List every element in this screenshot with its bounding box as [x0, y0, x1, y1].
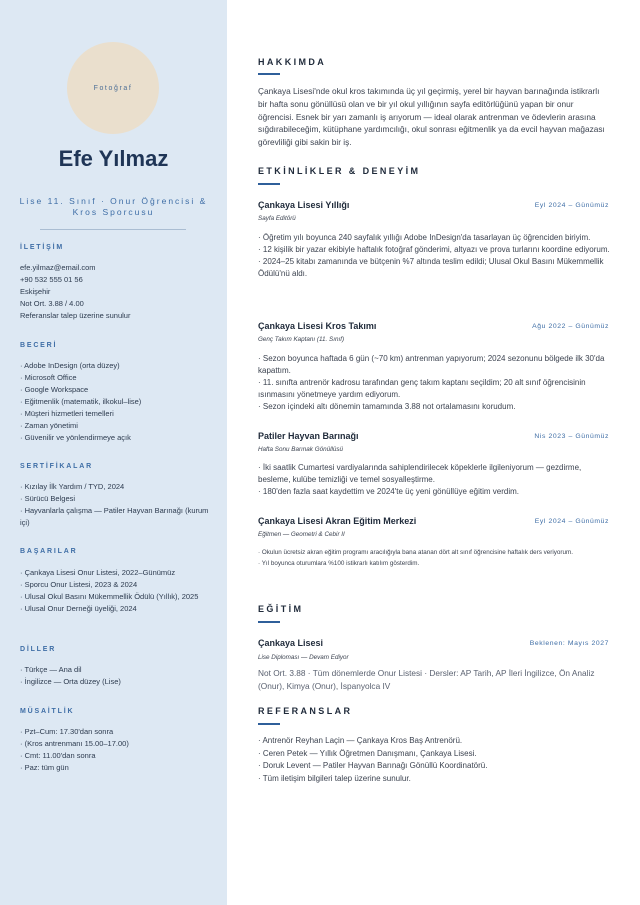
entry-date: Nis 2023 – Günümüz	[534, 433, 609, 440]
entry-bullets	[258, 353, 610, 413]
list-item: · Sürücü Belgesi	[20, 494, 76, 503]
list-item: · Hayvanlarla çalışma — Patiler Hayvan Barınağı (kurum içi)	[20, 506, 209, 527]
entry-subtitle: Hafta Sonu Barınak Gönüllüsü	[258, 446, 344, 453]
list-item: · Türkçe — Ana dil	[20, 665, 82, 674]
list-item: · Sezon boyunca haftada 6 gün (~70 km) antrenman yapıyorum; 2024 sezonunu bölgede ilk 30'da kapattım.	[258, 354, 605, 375]
list-item: · Okulun ücretsiz akran eğitim programı aracılığıyla bana atanan dört alt sınıf öğrencisine haftalık ders veriyorum.	[258, 549, 573, 556]
list-item: · (Kros antrenmanı 15.00–17.00)	[20, 739, 129, 748]
list-item: · Sezon içindeki altı dönemin tamamında 3.88 not ortalamasını korudum.	[258, 402, 516, 411]
list-item: · Tüm iletişim bilgileri talep üzerine sunulur.	[258, 773, 411, 783]
availability-heading: MÜSAİTLİK	[20, 708, 75, 715]
experience-heading-bar	[258, 183, 280, 185]
about-heading: HAKKIMDA	[258, 57, 327, 67]
entry-title: Çankaya Lisesi Akran Eğitim Merkezi	[258, 516, 417, 526]
achievements-list	[20, 567, 216, 615]
list-item: · Adobe InDesign (orta düzey)	[20, 361, 120, 370]
list-item: · Ulusal Okul Basını Mükemmellik Ödülü (Yıllık), 2025	[20, 592, 199, 601]
list-item: · Cmt: 11.00'dan sonra	[20, 751, 96, 760]
person-name: Efe Yılmaz	[58, 146, 169, 171]
profile-photo-placeholder	[67, 42, 159, 134]
about-text: Çankaya Lisesi'nde okul kros takımında üç yıl geçirmiş, yerel bir hayvan barınağında istikrarlı bir hafta sonu gönüllüsü olan ve bir yıl okul yıllığının sayfa editörlüğünü yapan bir onur öğrencisi. Esnek bir yarı zamanlı iş arıyorum — ideal olarak antrenman ve ödevlerin arasına sığdırabileceğim, kütüphane yardımcılığı, okul sonrası eğitmenlik ya da evcil hayvan mağazası görevliliği gibi sakin bir iş.	[258, 86, 605, 148]
entry-bullets	[258, 462, 610, 498]
education-details: Not Ort. 3.88 · Tüm dönemlerde Onur Listesi · Dersler: AP Tarih, AP İleri İngilizce, Ön Analiz (Onur), Kimya (Onur), İspanyolca IV	[258, 668, 595, 691]
list-item: · Müşteri hizmetleri temelleri	[20, 409, 114, 418]
education-heading-bar	[258, 621, 280, 623]
entry-date: Eyl 2024 – Günümüz	[534, 202, 609, 209]
list-item: · Pzt–Cum: 17.30'dan sonra	[20, 727, 114, 736]
experience-heading: ETKİNLİKLER & DENEYİM	[258, 166, 421, 176]
contact-phone: +90 532 555 01 56	[20, 275, 83, 284]
list-item: · Ulusal Onur Derneği üyeliği, 2024	[20, 604, 137, 613]
contact-gpa: Not Ort. 3.88 / 4.00	[20, 299, 84, 308]
list-item: · İngilizce — Orta düzey (Lise)	[20, 677, 121, 686]
entry-bullets	[258, 232, 610, 280]
list-item: · Güvenilir ve yönlendirmeye açık	[20, 433, 131, 442]
entry-title: Çankaya Lisesi Yıllığı	[258, 200, 350, 210]
list-item: · Doruk Levent — Patiler Hayvan Barınağı Gönüllü Koordinatörü.	[258, 761, 488, 771]
availability-list	[20, 726, 216, 774]
languages-heading: DİLLER	[20, 646, 57, 653]
list-item: · 12 kişilik bir yazar ekibiyle haftalık fotoğraf gönderimi, altyazı ve prova turlarını koordine ediyorum.	[258, 245, 610, 254]
entry-subtitle: Sayfa Editörü	[258, 215, 296, 222]
entry-subtitle: Eğitmen — Geometri & Cebir II	[258, 531, 345, 538]
list-item: · 2024–25 kitabı zamanında ve bütçenin %7 altında teslim edildi; Ulusal Okul Basını Mükemmellik Ödülü'nü aldı.	[258, 257, 604, 278]
list-item: · Antrenör Reyhan Laçin — Çankaya Kros Baş Antrenörü.	[258, 736, 463, 745]
list-item: · Öğretim yılı boyunca 240 sayfalık yıllığı Adobe InDesign'da tasarlayan üç öğrenciden biriyim.	[258, 233, 591, 242]
list-item: · Microsoft Office	[20, 373, 77, 382]
entry-title: Çankaya Lisesi Kros Takımı	[258, 321, 377, 331]
list-item: · Zaman yönetimi	[20, 421, 78, 430]
education-subtitle: Lise Diploması — Devam Ediyor	[258, 654, 349, 661]
achievements-heading: BAŞARILAR	[20, 548, 78, 555]
list-item: · Eğitmenlik (matematik, ilkokul–lise)	[20, 397, 142, 406]
certs-list	[20, 481, 216, 529]
entry-title: Patiler Hayvan Barınağı	[258, 431, 359, 441]
list-item: · Sporcu Onur Listesi, 2023 & 2024	[20, 580, 138, 589]
person-role: Lise 11. Sınıf · Onur Öğrencisi & Kros Sporcusu	[19, 196, 208, 217]
entry-bullets	[258, 547, 610, 569]
list-item: · Kızılay İlk Yardım / TYD, 2024	[20, 482, 125, 491]
contact-city: Eskişehir	[20, 287, 51, 296]
entry-date: Ağu 2022 – Günümüz	[532, 323, 609, 330]
references-heading: REFERANSLAR	[258, 706, 353, 716]
contact-heading: İLETİŞİM	[20, 244, 64, 251]
sidebar-divider	[40, 229, 186, 230]
entry-date: Eyl 2024 – Günümüz	[534, 518, 609, 525]
contact-references: Referanslar talep üzerine sunulur	[20, 311, 131, 320]
skills-list	[20, 360, 216, 444]
languages-list	[20, 664, 216, 688]
list-item: · 11. sınıfta antrenör kadrosu tarafından genç takım kaptanı seçildim; 20 alt sınıf öğrencisinin ısınmasını yönetmeye yardım ediyorum.	[258, 378, 586, 399]
education-date: Beklenen: Mayıs 2027	[529, 640, 609, 647]
entry-subtitle: Genç Takım Kaptanı (11. Sınıf)	[258, 336, 345, 343]
skills-heading: BECERİ	[20, 342, 58, 349]
list-item: · Google Workspace	[20, 385, 89, 394]
list-item: · Paz: tüm gün	[20, 763, 69, 772]
certs-heading: SERTİFİKALAR	[20, 463, 93, 470]
list-item: · Ceren Petek — Yıllık Öğretmen Danışmanı, Çankaya Lisesi.	[258, 748, 477, 758]
references-list	[258, 735, 610, 785]
references-heading-bar	[258, 723, 280, 725]
about-heading-bar	[258, 73, 280, 75]
contact-list	[20, 262, 216, 322]
contact-email: efe.yilmaz@email.com	[20, 263, 96, 272]
list-item: · İki saatlik Cumartesi vardiyalarında sahiplendirilecek köpeklerle ilgileniyorum — gezdirme, besleme, kulübe temizliği ve temel sosyalleştirme.	[258, 463, 582, 484]
list-item: · 180'den fazla saat kaydettim ve 2024'te üç yeni gönüllüye eğitim verdim.	[258, 487, 519, 496]
list-item: · Çankaya Lisesi Onur Listesi, 2022–Günümüz	[20, 568, 176, 577]
photo-label: Fotoğraf	[93, 84, 133, 92]
education-heading: EĞİTİM	[258, 604, 304, 614]
list-item: · Yıl boyunca oturumlara %100 istikrarlı katılım gösterdim.	[258, 560, 420, 567]
education-school: Çankaya Lisesi	[258, 638, 324, 648]
